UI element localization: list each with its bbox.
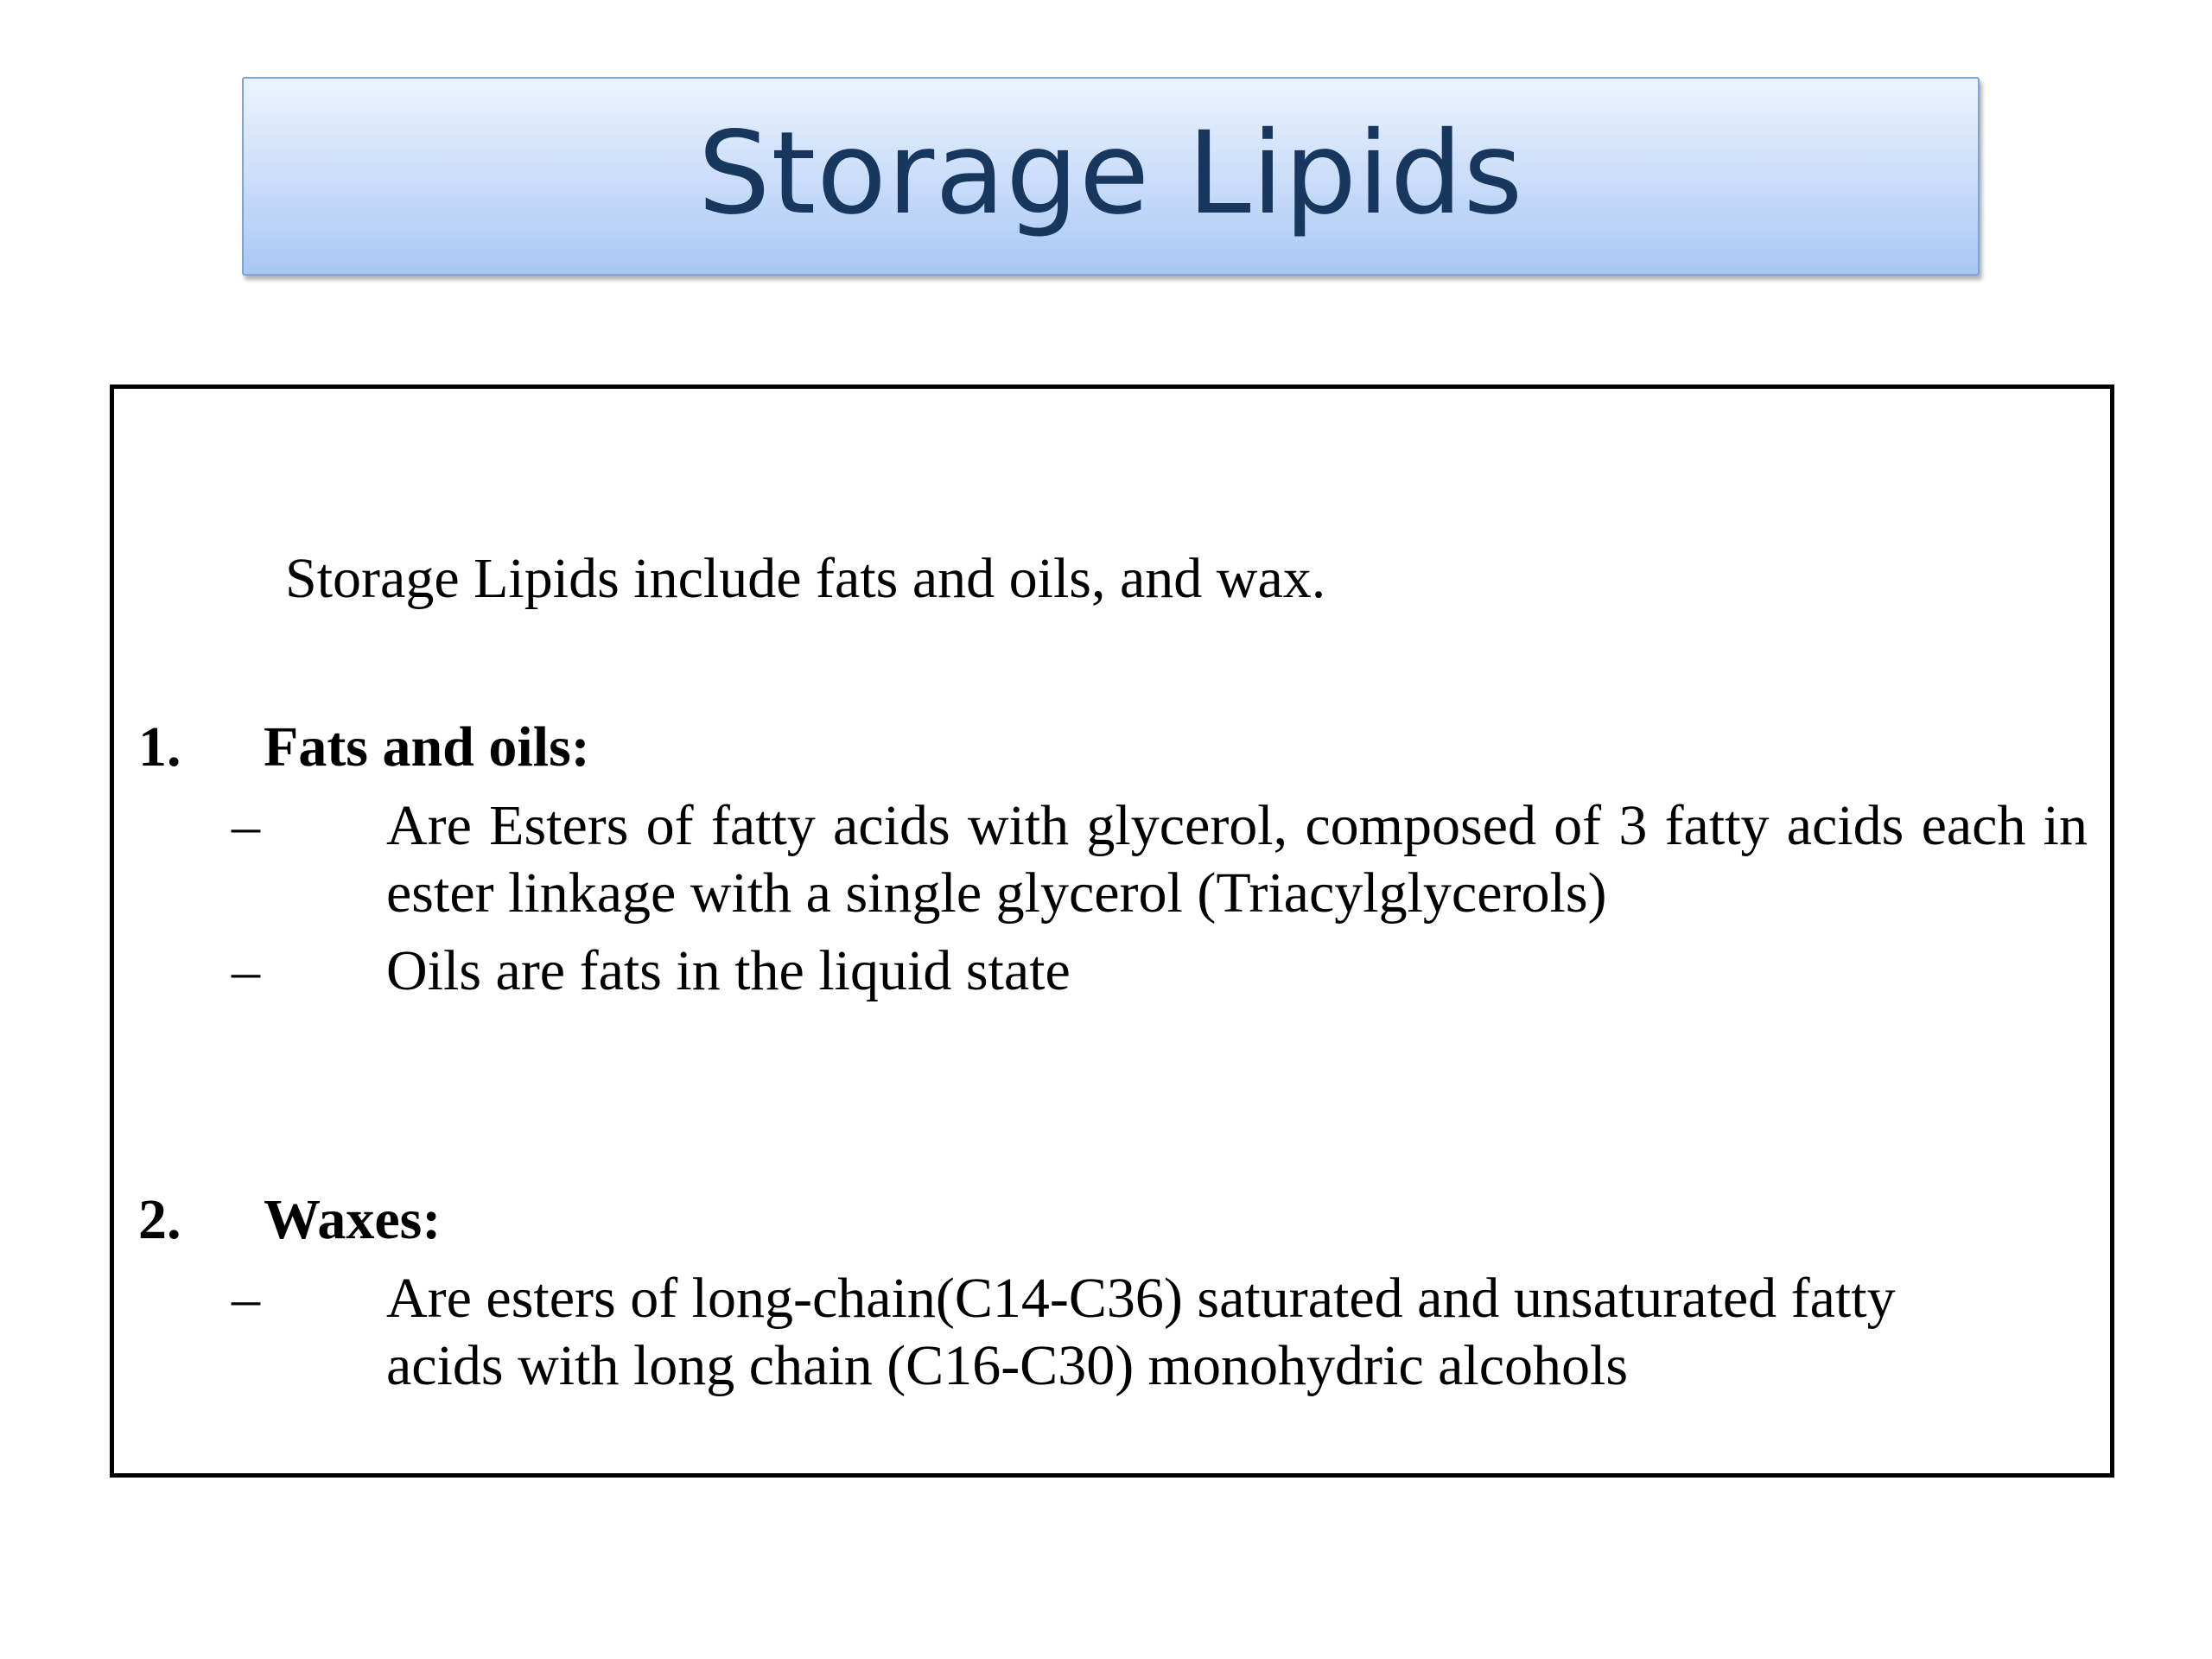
bullet-text: Are esters of long-chain(C14-C36) saturated and unsaturated fatty acids with long chain (C16-C30) monohydric alcohols xyxy=(386,1267,1896,1397)
section-waxes xyxy=(138,1185,2088,1400)
section-heading-label: Fats and oils: xyxy=(264,715,590,779)
bullet-text: Are Esters of fatty acids with glycerol, composed of 3 fatty acids each in ester linkage with a single glycerol (Triacylglycerols) xyxy=(386,794,2088,925)
bullet-dash: – xyxy=(232,939,260,1002)
content-box xyxy=(110,385,2114,1478)
section-fats-and-oils xyxy=(138,713,2088,1005)
slide-title: Storage Lipids xyxy=(697,107,1524,240)
section-heading xyxy=(138,713,2088,782)
section-number: 2. xyxy=(138,1188,181,1251)
bullet-dash: – xyxy=(232,1267,260,1330)
bullet-item xyxy=(138,1265,2088,1400)
bullet-item xyxy=(138,792,2088,927)
bullet-dash: – xyxy=(232,794,260,857)
bullet-item xyxy=(138,938,2088,1005)
bullet-text: Oils are fats in the liquid state xyxy=(386,939,1071,1002)
section-heading-label: Waxes: xyxy=(264,1188,442,1251)
title-banner xyxy=(242,77,1980,276)
intro-text: Storage Lipids include fats and oils, and wax. xyxy=(285,547,1326,610)
section-heading xyxy=(138,1185,2088,1255)
section-number: 1. xyxy=(138,715,181,779)
